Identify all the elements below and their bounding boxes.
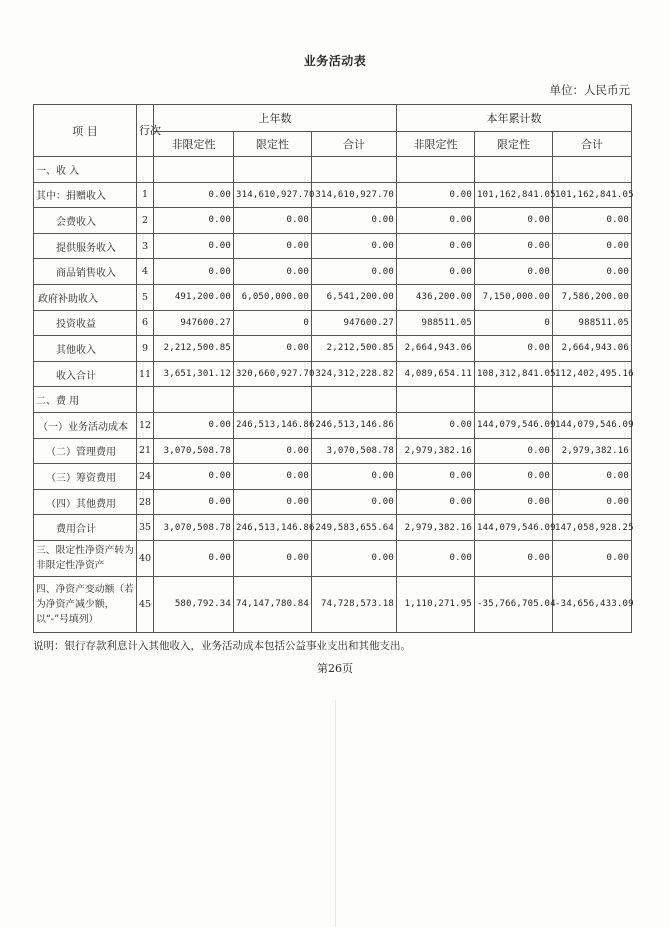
row-item-label: （一）业务活动成本 (34, 412, 137, 438)
cell-curr-unrestricted: 2,664,943.06 (397, 336, 475, 362)
cell-curr-total: 112,402,495.16 (553, 361, 632, 387)
cell-prev-total: 324,312,228.82 (312, 361, 397, 387)
cell-prev-restricted (234, 387, 312, 413)
row-item-label: 提供服务收入 (34, 233, 137, 259)
cell-curr-restricted: 0.00 (475, 464, 553, 490)
cell-curr-unrestricted: 2,979,382.16 (397, 438, 475, 464)
row-line-number: 28 (137, 489, 154, 515)
cell-curr-total: -34,656,433.09 (553, 576, 632, 632)
cell-prev-restricted (234, 157, 312, 183)
cell-prev-unrestricted: 580,792.34 (154, 576, 234, 632)
cell-prev-unrestricted: 2,212,500.85 (154, 336, 234, 362)
row-item-label: 费用合计 (34, 515, 137, 541)
activity-statement-table (33, 104, 632, 633)
table-row (34, 438, 632, 464)
header-line-no: 行次 (137, 105, 154, 157)
cell-curr-restricted: 0.00 (475, 259, 553, 285)
row-item-label: 三、限定性净资产转为非限定性净资产 (34, 540, 137, 576)
footnote: 说明：银行存款利息计入其他收入，业务活动成本包括公益事业支出和其他支出。 (33, 640, 411, 652)
row-item-label: （四）其他费用 (34, 489, 137, 515)
row-line-number: 11 (137, 361, 154, 387)
cell-prev-unrestricted: 0.00 (154, 464, 234, 490)
cell-curr-total: 0.00 (553, 489, 632, 515)
cell-curr-total: 2,979,382.16 (553, 438, 632, 464)
row-item-label: 政府补助收入 (34, 284, 137, 310)
cell-prev-restricted: 0.00 (234, 336, 312, 362)
header-prev-unrestricted: 非限定性 (154, 132, 234, 157)
row-item-label: 商品销售收入 (34, 259, 137, 285)
cell-curr-unrestricted: 0.00 (397, 208, 475, 234)
cell-prev-total: 314,610,927.70 (312, 182, 397, 208)
table-row (34, 208, 632, 234)
cell-curr-restricted: 0.00 (475, 336, 553, 362)
row-item-label: 四、净资产变动额（若为净资产减少额，以“-”号填列） (34, 576, 137, 632)
cell-prev-unrestricted: 0.00 (154, 182, 234, 208)
cell-prev-restricted: 314,610,927.70 (234, 182, 312, 208)
table-row (34, 489, 632, 515)
cell-prev-restricted: 0.00 (234, 438, 312, 464)
cell-prev-restricted: 246,513,146.86 (234, 412, 312, 438)
cell-curr-restricted: 0.00 (475, 540, 553, 576)
header-curr-unrestricted: 非限定性 (397, 132, 475, 157)
cell-curr-unrestricted: 0.00 (397, 412, 475, 438)
cell-prev-unrestricted: 3,070,508.78 (154, 515, 234, 541)
cell-curr-restricted: 108,312,841.05 (475, 361, 553, 387)
table-row (34, 361, 632, 387)
row-item-label: 其中：捐赠收入 (34, 182, 137, 208)
cell-curr-total: 147,058,928.25 (553, 515, 632, 541)
cell-curr-unrestricted: 0.00 (397, 182, 475, 208)
cell-curr-unrestricted (397, 387, 475, 413)
cell-curr-restricted (475, 157, 553, 183)
report-title: 业务活动表 (303, 54, 367, 68)
table-row (34, 182, 632, 208)
table-row (34, 336, 632, 362)
cell-prev-unrestricted: 0.00 (154, 233, 234, 259)
page-number: 第26页 (317, 662, 353, 675)
cell-curr-total (553, 157, 632, 183)
cell-prev-total: 2,212,500.85 (312, 336, 397, 362)
cell-prev-total: 0.00 (312, 464, 397, 490)
cell-curr-total (553, 387, 632, 413)
cell-curr-total: 0.00 (553, 259, 632, 285)
row-item-label: （二）管理费用 (34, 438, 137, 464)
cell-prev-unrestricted (154, 387, 234, 413)
cell-prev-restricted: 74,147,780.84 (234, 576, 312, 632)
cell-prev-total: 0.00 (312, 233, 397, 259)
cell-prev-unrestricted: 0.00 (154, 259, 234, 285)
cell-prev-restricted: 0.00 (234, 489, 312, 515)
row-line-number: 35 (137, 515, 154, 541)
cell-prev-total: 6,541,200.00 (312, 284, 397, 310)
cell-curr-total: 988511.05 (553, 310, 632, 336)
row-line-number: 3 (137, 233, 154, 259)
header-curr-total: 合计 (553, 132, 632, 157)
row-line-number: 9 (137, 336, 154, 362)
table-row (34, 464, 632, 490)
cell-curr-total: 0.00 (553, 540, 632, 576)
row-line-number: 21 (137, 438, 154, 464)
row-item-label: 其他收入 (34, 336, 137, 362)
table-row (34, 259, 632, 285)
cell-curr-total: 144,079,546.09 (553, 412, 632, 438)
cell-prev-unrestricted: 947600.27 (154, 310, 234, 336)
cell-curr-unrestricted: 0.00 (397, 259, 475, 285)
row-line-number: 40 (137, 540, 154, 576)
table-row (34, 412, 632, 438)
cell-prev-restricted: 0.00 (234, 540, 312, 576)
table-row (34, 387, 632, 413)
cell-prev-unrestricted (154, 157, 234, 183)
row-line-number: 6 (137, 310, 154, 336)
cell-prev-total: 0.00 (312, 259, 397, 285)
cell-prev-restricted: 246,513,146.86 (234, 515, 312, 541)
cell-curr-unrestricted (397, 157, 475, 183)
cell-curr-unrestricted: 436,200.00 (397, 284, 475, 310)
cell-prev-unrestricted: 0.00 (154, 208, 234, 234)
cell-curr-unrestricted: 2,979,382.16 (397, 515, 475, 541)
cell-curr-restricted: 144,079,546.09 (475, 412, 553, 438)
cell-curr-total: 0.00 (553, 233, 632, 259)
row-line-number (137, 387, 154, 413)
row-item-label: （三）筹资费用 (34, 464, 137, 490)
row-item-label: 投资收益 (34, 310, 137, 336)
cell-prev-unrestricted: 3,651,301.12 (154, 361, 234, 387)
cell-prev-restricted: 0.00 (234, 259, 312, 285)
cell-prev-unrestricted: 491,200.00 (154, 284, 234, 310)
table-row (34, 576, 632, 632)
cell-prev-total (312, 157, 397, 183)
cell-prev-total: 0.00 (312, 208, 397, 234)
cell-prev-unrestricted: 0.00 (154, 540, 234, 576)
cell-curr-total: 7,586,200.00 (553, 284, 632, 310)
header-prev-restricted: 限定性 (234, 132, 312, 157)
row-line-number: 24 (137, 464, 154, 490)
cell-curr-unrestricted: 0.00 (397, 233, 475, 259)
row-item-label: 一、收 入 (34, 157, 137, 183)
cell-prev-restricted: 0.00 (234, 464, 312, 490)
cell-prev-unrestricted: 0.00 (154, 412, 234, 438)
table-row (34, 540, 632, 576)
row-item-label: 会费收入 (34, 208, 137, 234)
row-line-number: 12 (137, 412, 154, 438)
cell-curr-total: 2,664,943.06 (553, 336, 632, 362)
table-row (34, 515, 632, 541)
cell-prev-total: 249,583,655.64 (312, 515, 397, 541)
row-line-number: 4 (137, 259, 154, 285)
cell-curr-restricted: 7,150,000.00 (475, 284, 553, 310)
header-item: 项 目 (34, 105, 137, 157)
header-prev-total: 合计 (312, 132, 397, 157)
cell-prev-unrestricted: 0.00 (154, 489, 234, 515)
row-line-number: 5 (137, 284, 154, 310)
cell-prev-restricted: 0 (234, 310, 312, 336)
cell-prev-total: 74,728,573.18 (312, 576, 397, 632)
cell-prev-restricted: 0.00 (234, 233, 312, 259)
cell-curr-restricted: 0.00 (475, 233, 553, 259)
header-prev-year: 上年数 (154, 105, 397, 132)
cell-curr-restricted: 144,079,546.09 (475, 515, 553, 541)
cell-prev-restricted: 6,050,000.00 (234, 284, 312, 310)
cell-prev-total: 0.00 (312, 540, 397, 576)
table-row (34, 233, 632, 259)
cell-prev-unrestricted: 3,070,508.78 (154, 438, 234, 464)
cell-curr-unrestricted: 0.00 (397, 464, 475, 490)
cell-curr-restricted: 0.00 (475, 489, 553, 515)
row-item-label: 二、费 用 (34, 387, 137, 413)
row-item-label: 收入合计 (34, 361, 137, 387)
row-line-number (137, 157, 154, 183)
cell-prev-total: 3,070,508.78 (312, 438, 397, 464)
scan-artifact-line (335, 700, 336, 927)
cell-prev-restricted: 320,660,927.70 (234, 361, 312, 387)
header-curr-restricted: 限定性 (475, 132, 553, 157)
cell-curr-total: 0.00 (553, 464, 632, 490)
cell-curr-unrestricted: 988511.05 (397, 310, 475, 336)
cell-curr-total: 0.00 (553, 208, 632, 234)
currency-unit: 单位：人民币元 (549, 83, 630, 97)
cell-curr-restricted: 0.00 (475, 438, 553, 464)
table-row (34, 310, 632, 336)
cell-curr-unrestricted: 0.00 (397, 489, 475, 515)
cell-curr-restricted (475, 387, 553, 413)
row-line-number: 2 (137, 208, 154, 234)
cell-curr-restricted: 0.00 (475, 208, 553, 234)
cell-prev-total: 246,513,146.86 (312, 412, 397, 438)
table-row (34, 284, 632, 310)
header-curr-year: 本年累计数 (397, 105, 632, 132)
row-line-number: 45 (137, 576, 154, 632)
cell-curr-restricted: 101,162,841.05 (475, 182, 553, 208)
cell-prev-restricted: 0.00 (234, 208, 312, 234)
cell-prev-total: 0.00 (312, 489, 397, 515)
row-line-number: 1 (137, 182, 154, 208)
cell-curr-total: 101,162,841.05 (553, 182, 632, 208)
cell-prev-total (312, 387, 397, 413)
cell-curr-restricted: 0 (475, 310, 553, 336)
cell-curr-unrestricted: 0.00 (397, 540, 475, 576)
cell-curr-unrestricted: 1,110,271.95 (397, 576, 475, 632)
table-row (34, 157, 632, 183)
cell-curr-restricted: -35,766,705.04 (475, 576, 553, 632)
cell-prev-total: 947600.27 (312, 310, 397, 336)
cell-curr-unrestricted: 4,089,654.11 (397, 361, 475, 387)
